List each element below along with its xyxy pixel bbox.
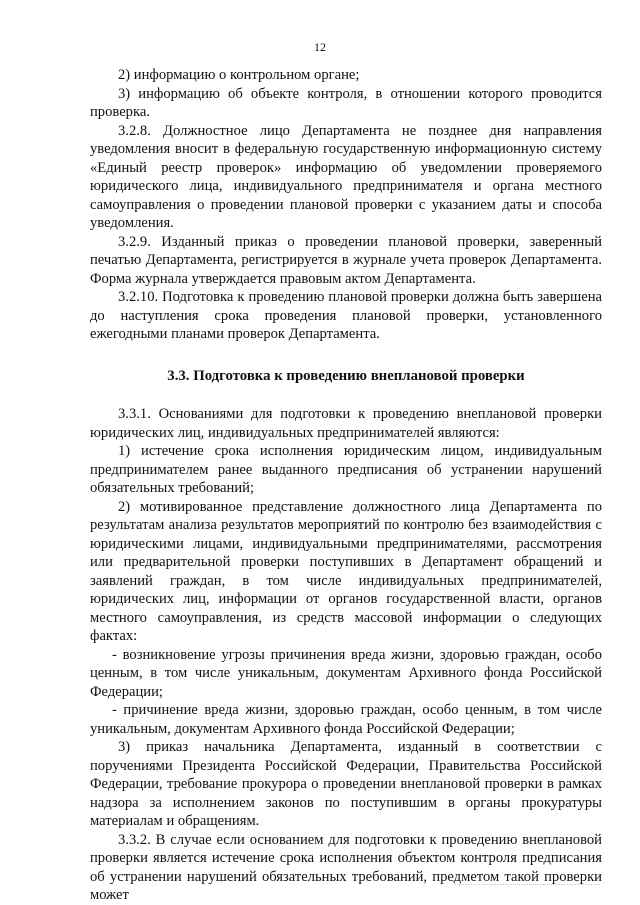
paragraph-3-3-2: 3.3.2. В случае если основанием для подготовки к проведению внеплановой проверки является истечение срока исполнения объектом контроля предписания об устранении нарушений обязательных требований, предметом такой проверки может — [90, 831, 602, 903]
paragraph-item-3: 3) приказ начальника Департамента, изданный в соответствии с поручениями Президента Российской Федерации, Правительства Российской Федерации, требование прокурора о проведении внеплановой проверки в рамках надзора за исполнением законов по поступившим в органы прокуратуры материалам и обращениям. — [90, 739, 602, 829]
paragraph-dash-harm: - причинение вреда жизни, здоровью граждан, особо ценным, в том числе уникальным, документам Архивного фонда Российской Федерации; — [90, 702, 602, 737]
paragraph-item-1: 1) истечение срока исполнения юридическим лицом, индивидуальным предпринимателем ранее выданного предписания об устранении нарушений обязательных требований; — [90, 443, 602, 496]
page-number: 12 — [314, 40, 326, 54]
paragraph-item-2: 2) мотивированное представление должностного лица Департамента по результатам анализа результатов мероприятий по контролю без взаимодействия с юридическими лицами, индивидуальными предпринимателями, рассмотрения или предварительной проверки поступивших в Департамент обращений и заявлений граждан, в том числе индивидуальных предпринимателей, юридических лиц, информации от органов государственной власти, органов местного самоуправления, из средств массовой информации о следующих фактах: — [90, 498, 602, 644]
paragraph-info-control-body: 2) информацию о контрольном органе; — [118, 67, 360, 83]
section-heading: 3.3. Подготовка к проведению внеплановой проверки — [167, 367, 525, 384]
scan-artifact-line — [455, 884, 600, 886]
paragraph-3-2-9: 3.2.9. Изданный приказ о проведении плановой проверки, заверенный печатью Департамента, регистрируется в журнале учета проверок Департамента. Форма журнала утверждается правовым актом Департамента. — [90, 233, 602, 287]
paragraph-3-2-10: 3.2.10. Подготовка к проведению плановой проверки должна быть завершена до наступления срока проведения плановой проверки, установленного ежегодными планами проверок Департамента. — [90, 289, 602, 342]
paragraph-3-3-1: 3.3.1. Основаниями для подготовки к проведению внеплановой проверки юридических лиц, индивидуальных предпринимателей являются: — [90, 406, 602, 441]
paragraph-info-control-object: 3) информацию об объекте контроля, в отношении которого проводится проверка. — [90, 85, 602, 120]
document-body — [90, 66, 602, 905]
paragraph-dash-threat: - возникновение угрозы причинения вреда жизни, здоровью граждан, особо ценным, в том числе уникальным, документам Архивного фонда Российской Федерации; — [90, 646, 602, 700]
paragraph-3-2-8: 3.2.8. Должностное лицо Департамента не позднее дня направления уведомления вносит в федеральную государственную информационную систему «Единый реестр проверок» информацию об уведомлении проверяемого юридического лица, индивидуального предпринимателя и органа местного самоуправления о проведении плановой проверки с указанием даты и способа уведомления. — [90, 122, 602, 231]
